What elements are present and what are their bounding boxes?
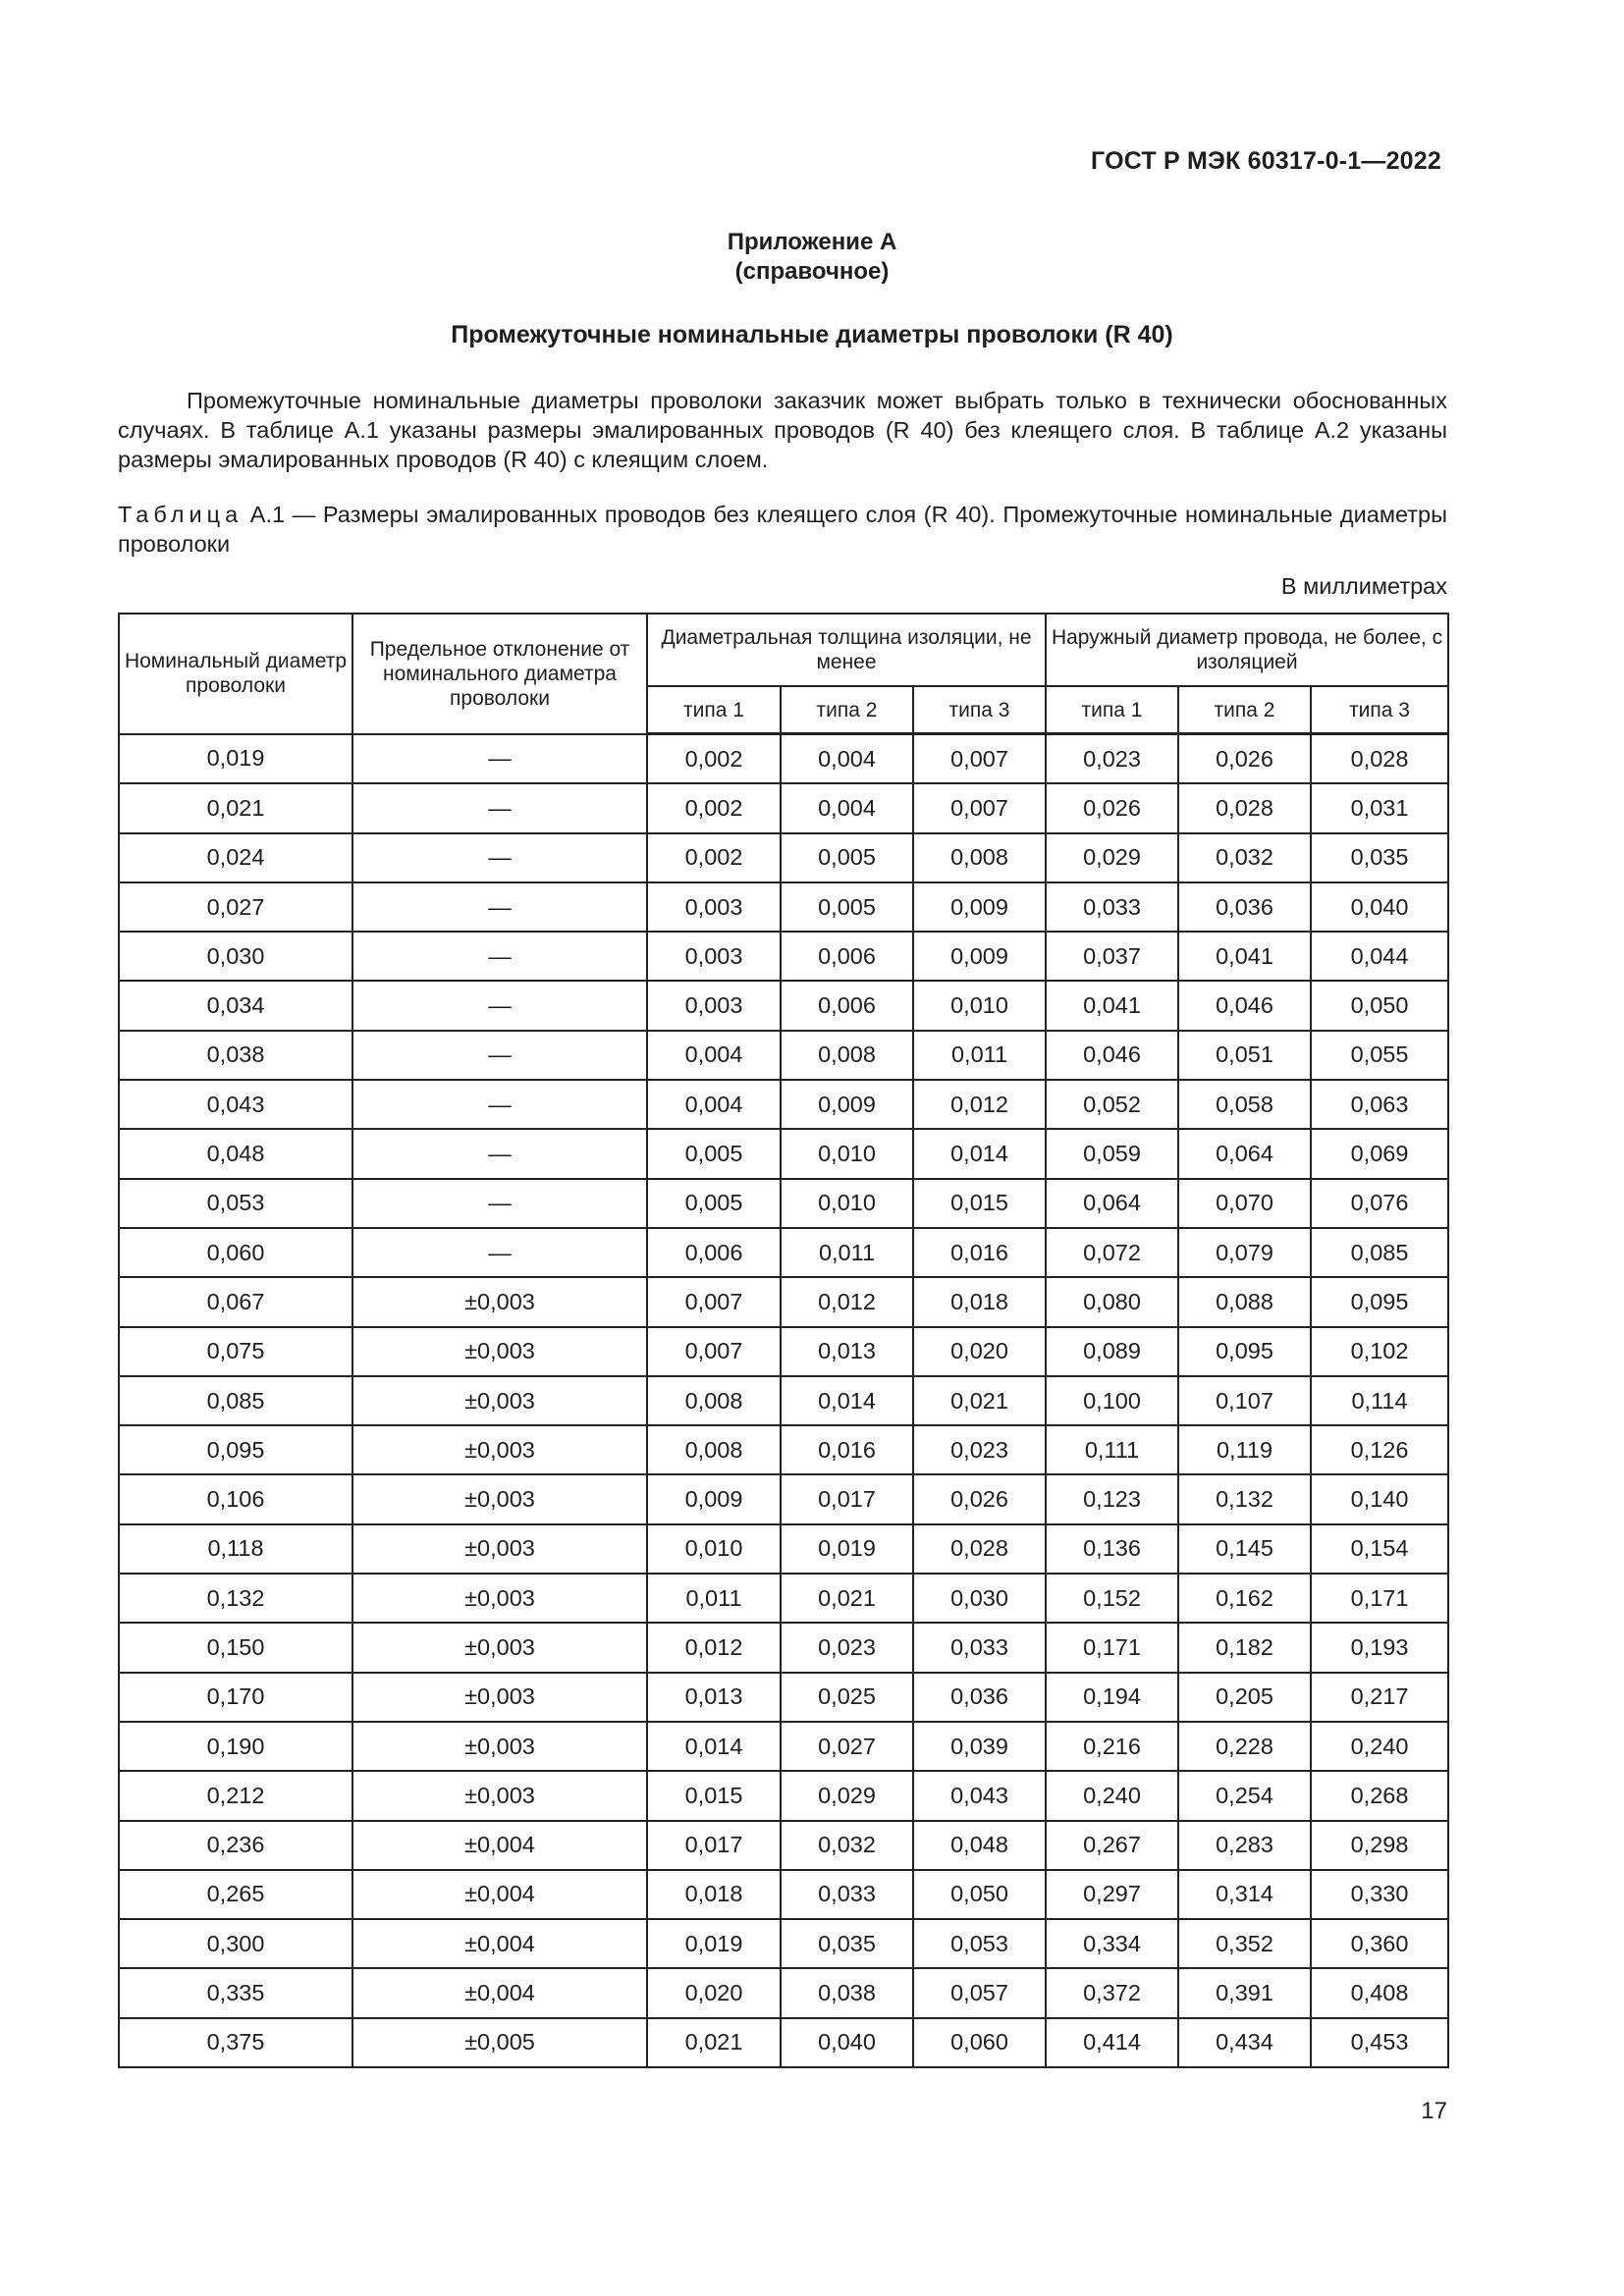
header-nominal-diameter: Номинальный диаметр проволоки xyxy=(119,614,352,734)
table-cell: ±0,004 xyxy=(352,1821,647,1870)
table-cell: 0,006 xyxy=(781,932,913,981)
table-cell: — xyxy=(352,734,647,784)
table-cell: 0,014 xyxy=(647,1722,781,1771)
table-cell: 0,330 xyxy=(1311,1870,1448,1919)
table-cell: 0,023 xyxy=(913,1425,1046,1474)
table-cell: ±0,004 xyxy=(352,1870,647,1919)
table-cell: 0,014 xyxy=(913,1129,1046,1178)
table-cell: 0,171 xyxy=(1046,1623,1178,1672)
table-cell: 0,012 xyxy=(647,1623,781,1672)
table-cell: 0,036 xyxy=(1178,882,1311,932)
table-cell: 0,018 xyxy=(647,1870,781,1919)
table-cell: — xyxy=(352,1179,647,1228)
table-row xyxy=(119,783,1448,832)
table-cell: 0,046 xyxy=(1178,981,1311,1030)
table-cell: 0,132 xyxy=(119,1574,352,1623)
table-cell: 0,033 xyxy=(1046,882,1178,932)
annex-title: Приложение А xyxy=(727,229,897,255)
table-row xyxy=(119,882,1448,932)
table-cell: 0,029 xyxy=(1046,833,1178,882)
page-number: 17 xyxy=(1421,2098,1447,2124)
table-cell: 0,036 xyxy=(913,1673,1046,1722)
table-row xyxy=(119,1228,1448,1277)
table-row xyxy=(119,1623,1448,1672)
table-row xyxy=(119,1870,1448,1919)
table-cell: 0,020 xyxy=(913,1327,1046,1376)
table-cell: 0,011 xyxy=(913,1031,1046,1080)
table-cell: ±0,003 xyxy=(352,1425,647,1474)
table-cell: 0,267 xyxy=(1046,1821,1178,1870)
table-cell: 0,053 xyxy=(913,1919,1046,1968)
table-cell: 0,016 xyxy=(913,1228,1046,1277)
table-cell: 0,017 xyxy=(647,1821,781,1870)
header-tolerance: Предельное отклонение от номинального диаметра проволоки xyxy=(352,614,647,734)
table-cell: 0,095 xyxy=(1311,1277,1448,1326)
table-cell: 0,119 xyxy=(1178,1425,1311,1474)
table-cell: 0,013 xyxy=(647,1673,781,1722)
table-row xyxy=(119,1080,1448,1129)
table-cell: 0,391 xyxy=(1178,1968,1311,2017)
header-insulation-thickness: Диаметральная толщина изоляции, не менее xyxy=(647,614,1046,686)
table-cell: 0,070 xyxy=(1178,1179,1311,1228)
table-cell: 0,028 xyxy=(913,1524,1046,1574)
intro-text: Промежуточные номинальные диаметры проволоки заказчик может выбрать только в технически обоснованных случаях. В таблице А.1 указаны размеры эмалированных проводов (R 40) без клеящего слоя. В таблице А.2 указаны размеры эмалированных проводов (R 40) с клеящим слоем. xyxy=(118,388,1447,472)
dimensions-table xyxy=(118,613,1449,2068)
table-cell: 0,011 xyxy=(781,1228,913,1277)
table-cell: 0,040 xyxy=(1311,882,1448,932)
table-row xyxy=(119,1821,1448,1870)
table-cell: ±0,003 xyxy=(352,1673,647,1722)
header-row-main xyxy=(119,614,1448,686)
table-row xyxy=(119,1919,1448,1968)
header-type: типа 2 xyxy=(1178,686,1311,734)
table-cell: 0,009 xyxy=(913,932,1046,981)
table-cell: 0,010 xyxy=(647,1524,781,1574)
table-caption-text: А.1 — Размеры эмалированных проводов без клеящего слоя (R 40). Промежуточные номинальные диаметры проволоки xyxy=(118,502,1447,557)
table-caption-word: Таблица xyxy=(118,502,244,527)
table-cell: 0,044 xyxy=(1311,932,1448,981)
table-cell: 0,024 xyxy=(119,833,352,882)
table-row xyxy=(119,1968,1448,2017)
table-cell: — xyxy=(352,1080,647,1129)
table-cell: 0,008 xyxy=(647,1425,781,1474)
table-cell: ±0,005 xyxy=(352,2018,647,2067)
table-cell: 0,372 xyxy=(1046,1968,1178,2017)
table-cell: 0,003 xyxy=(647,882,781,932)
table-row xyxy=(119,1574,1448,1623)
table-cell: 0,041 xyxy=(1046,981,1178,1030)
annex-status: (справочное) xyxy=(734,258,890,285)
header-type: типа 3 xyxy=(913,686,1046,734)
table-cell: 0,217 xyxy=(1311,1673,1448,1722)
table-cell: 0,150 xyxy=(119,1623,352,1672)
table-cell: 0,069 xyxy=(1311,1129,1448,1178)
table-cell: ±0,003 xyxy=(352,1771,647,1820)
table-cell: 0,003 xyxy=(647,932,781,981)
table-cell: 0,033 xyxy=(913,1623,1046,1672)
table-cell: 0,298 xyxy=(1311,1821,1448,1870)
table-cell: 0,010 xyxy=(781,1129,913,1178)
table-row xyxy=(119,1129,1448,1178)
table-cell: 0,013 xyxy=(781,1327,913,1376)
table-cell: 0,004 xyxy=(647,1080,781,1129)
table-cell: 0,106 xyxy=(119,1474,352,1523)
table-cell: 0,008 xyxy=(913,833,1046,882)
table-cell: 0,100 xyxy=(1046,1376,1178,1425)
table-row xyxy=(119,1425,1448,1474)
table-cell: 0,046 xyxy=(1046,1031,1178,1080)
table-cell: — xyxy=(352,1031,647,1080)
table-cell: 0,072 xyxy=(1046,1228,1178,1277)
table-cell: ±0,003 xyxy=(352,1574,647,1623)
table-cell: 0,140 xyxy=(1311,1474,1448,1523)
table-cell: 0,005 xyxy=(647,1179,781,1228)
annex-heading xyxy=(0,228,1624,287)
table-cell: 0,005 xyxy=(781,882,913,932)
table-cell: — xyxy=(352,882,647,932)
table-row xyxy=(119,1771,1448,1820)
table-cell: 0,193 xyxy=(1311,1623,1448,1672)
table-cell: 0,064 xyxy=(1178,1129,1311,1178)
table-cell: 0,123 xyxy=(1046,1474,1178,1523)
intro-paragraph xyxy=(118,386,1447,474)
table-cell: ±0,003 xyxy=(352,1376,647,1425)
table-cell: 0,162 xyxy=(1178,1574,1311,1623)
table-cell: 0,335 xyxy=(119,1968,352,2017)
table-cell: 0,015 xyxy=(913,1179,1046,1228)
document-code: ГОСТ Р МЭК 60317-0-1—2022 xyxy=(1091,147,1441,175)
table-cell: 0,025 xyxy=(781,1673,913,1722)
table-cell: 0,006 xyxy=(647,1228,781,1277)
table-cell: 0,028 xyxy=(1178,783,1311,832)
table-cell: 0,085 xyxy=(1311,1228,1448,1277)
table-cell: 0,360 xyxy=(1311,1919,1448,1968)
table-cell: 0,003 xyxy=(647,981,781,1030)
table-cell: 0,205 xyxy=(1178,1673,1311,1722)
table-cell: 0,079 xyxy=(1178,1228,1311,1277)
table-cell: 0,021 xyxy=(781,1574,913,1623)
table-cell: 0,114 xyxy=(1311,1376,1448,1425)
table-cell: 0,145 xyxy=(1178,1524,1311,1574)
table-cell: 0,008 xyxy=(647,1376,781,1425)
table-cell: 0,107 xyxy=(1178,1376,1311,1425)
table-cell: — xyxy=(352,932,647,981)
table-row xyxy=(119,1474,1448,1523)
table-cell: 0,021 xyxy=(647,2018,781,2067)
table-cell: 0,055 xyxy=(1311,1031,1448,1080)
table-cell: 0,075 xyxy=(119,1327,352,1376)
table-cell: 0,297 xyxy=(1046,1870,1178,1919)
table-cell: ±0,003 xyxy=(352,1474,647,1523)
table-cell: — xyxy=(352,783,647,832)
table-cell: 0,043 xyxy=(913,1771,1046,1820)
table-cell: 0,007 xyxy=(647,1327,781,1376)
table-cell: 0,019 xyxy=(119,734,352,784)
table-cell: 0,089 xyxy=(1046,1327,1178,1376)
table-cell: 0,052 xyxy=(1046,1080,1178,1129)
table-row xyxy=(119,1031,1448,1080)
table-cell: 0,010 xyxy=(913,981,1046,1030)
table-cell: 0,240 xyxy=(1046,1771,1178,1820)
table-cell: 0,057 xyxy=(913,1968,1046,2017)
table-row xyxy=(119,1376,1448,1425)
table-row xyxy=(119,1673,1448,1722)
header-type: типа 2 xyxy=(781,686,913,734)
table-cell: 0,088 xyxy=(1178,1277,1311,1326)
table-cell: 0,043 xyxy=(119,1080,352,1129)
table-row xyxy=(119,734,1448,784)
table-cell: 0,051 xyxy=(1178,1031,1311,1080)
table-cell: 0,375 xyxy=(119,2018,352,2067)
table-cell: 0,228 xyxy=(1178,1722,1311,1771)
table-cell: 0,035 xyxy=(781,1919,913,1968)
table-cell: 0,095 xyxy=(119,1425,352,1474)
table-cell: 0,029 xyxy=(781,1771,913,1820)
table-cell: 0,060 xyxy=(119,1228,352,1277)
table-cell: ±0,003 xyxy=(352,1623,647,1672)
table-cell: 0,004 xyxy=(781,783,913,832)
table-cell: ±0,004 xyxy=(352,1968,647,2017)
table-row xyxy=(119,1327,1448,1376)
table-cell: 0,048 xyxy=(913,1821,1046,1870)
table-cell: ±0,004 xyxy=(352,1919,647,1968)
table-cell: 0,019 xyxy=(781,1524,913,1574)
table-cell: 0,037 xyxy=(1046,932,1178,981)
table-cell: 0,008 xyxy=(781,1031,913,1080)
table-cell: 0,009 xyxy=(913,882,1046,932)
table-cell: 0,015 xyxy=(647,1771,781,1820)
table-cell: 0,076 xyxy=(1311,1179,1448,1228)
table-cell: 0,136 xyxy=(1046,1524,1178,1574)
table-cell: 0,033 xyxy=(781,1870,913,1919)
table-cell: 0,059 xyxy=(1046,1129,1178,1178)
table-cell: 0,009 xyxy=(647,1474,781,1523)
table-cell: 0,067 xyxy=(119,1277,352,1326)
table-cell: 0,050 xyxy=(913,1870,1046,1919)
table-cell: — xyxy=(352,1129,647,1178)
table-cell: 0,194 xyxy=(1046,1673,1178,1722)
table-cell: 0,216 xyxy=(1046,1722,1178,1771)
table-cell: 0,152 xyxy=(1046,1574,1178,1623)
table-cell: ±0,003 xyxy=(352,1722,647,1771)
table-cell: 0,023 xyxy=(781,1623,913,1672)
table-cell: 0,060 xyxy=(913,2018,1046,2067)
table-cell: 0,023 xyxy=(1046,734,1178,784)
table-row xyxy=(119,1722,1448,1771)
table-cell: 0,030 xyxy=(913,1574,1046,1623)
table-cell: 0,453 xyxy=(1311,2018,1448,2067)
table-cell: 0,171 xyxy=(1311,1574,1448,1623)
table-cell: 0,011 xyxy=(647,1574,781,1623)
table-cell: 0,030 xyxy=(119,932,352,981)
table-row xyxy=(119,1179,1448,1228)
table-cell: — xyxy=(352,1228,647,1277)
section-title: Промежуточные номинальные диаметры проволоки (R 40) xyxy=(451,321,1173,348)
table-cell: 0,408 xyxy=(1311,1968,1448,2017)
table-cell: 0,334 xyxy=(1046,1919,1178,1968)
table-cell: 0,048 xyxy=(119,1129,352,1178)
table-cell: 0,012 xyxy=(781,1277,913,1326)
table-cell: 0,002 xyxy=(647,783,781,832)
table-cell: 0,002 xyxy=(647,833,781,882)
table-cell: 0,240 xyxy=(1311,1722,1448,1771)
table-cell: ±0,003 xyxy=(352,1524,647,1574)
table-cell: 0,154 xyxy=(1311,1524,1448,1574)
table-cell: 0,032 xyxy=(1178,833,1311,882)
table-cell: 0,300 xyxy=(119,1919,352,1968)
table-cell: 0,118 xyxy=(119,1524,352,1574)
table-cell: — xyxy=(352,981,647,1030)
header-type: типа 1 xyxy=(647,686,781,734)
table-cell: 0,038 xyxy=(781,1968,913,2017)
table-cell: 0,414 xyxy=(1046,2018,1178,2067)
table-cell: 0,050 xyxy=(1311,981,1448,1030)
table-cell: 0,080 xyxy=(1046,1277,1178,1326)
table-cell: 0,132 xyxy=(1178,1474,1311,1523)
table-row xyxy=(119,833,1448,882)
table-cell: 0,254 xyxy=(1178,1771,1311,1820)
table-cell: 0,063 xyxy=(1311,1080,1448,1129)
table-cell: 0,026 xyxy=(1046,783,1178,832)
table-body xyxy=(119,734,1448,2068)
table-cell: ±0,003 xyxy=(352,1327,647,1376)
header-type: типа 3 xyxy=(1311,686,1448,734)
table-cell: 0,236 xyxy=(119,1821,352,1870)
table-cell: 0,027 xyxy=(119,882,352,932)
table-row xyxy=(119,1277,1448,1326)
table-cell: 0,190 xyxy=(119,1722,352,1771)
table-cell: 0,265 xyxy=(119,1870,352,1919)
table-cell: 0,014 xyxy=(781,1376,913,1425)
table-row xyxy=(119,932,1448,981)
table-cell: 0,314 xyxy=(1178,1870,1311,1919)
table-cell: 0,095 xyxy=(1178,1327,1311,1376)
table-cell: 0,007 xyxy=(913,783,1046,832)
table-cell: 0,016 xyxy=(781,1425,913,1474)
table-cell: 0,007 xyxy=(647,1277,781,1326)
table-cell: 0,170 xyxy=(119,1673,352,1722)
table-cell: 0,058 xyxy=(1178,1080,1311,1129)
table-cell: 0,268 xyxy=(1311,1771,1448,1820)
table-cell: ±0,003 xyxy=(352,1277,647,1326)
table-cell: 0,111 xyxy=(1046,1425,1178,1474)
table-caption xyxy=(118,500,1447,559)
table-cell: 0,018 xyxy=(913,1277,1046,1326)
table-cell: 0,002 xyxy=(647,734,781,784)
table-cell: 0,009 xyxy=(781,1080,913,1129)
table-cell: 0,212 xyxy=(119,1771,352,1820)
table-cell: 0,041 xyxy=(1178,932,1311,981)
table-cell: 0,021 xyxy=(119,783,352,832)
table-cell: 0,020 xyxy=(647,1968,781,2017)
table-cell: 0,434 xyxy=(1178,2018,1311,2067)
table-cell: 0,126 xyxy=(1311,1425,1448,1474)
table-cell: 0,035 xyxy=(1311,833,1448,882)
table-cell: 0,017 xyxy=(781,1474,913,1523)
header-type: типа 1 xyxy=(1046,686,1178,734)
table-cell: 0,102 xyxy=(1311,1327,1448,1376)
table-cell: 0,004 xyxy=(647,1031,781,1080)
table-cell: 0,005 xyxy=(781,833,913,882)
table-cell: 0,040 xyxy=(781,2018,913,2067)
table-cell: 0,027 xyxy=(781,1722,913,1771)
table-cell: 0,026 xyxy=(1178,734,1311,784)
table-cell: 0,283 xyxy=(1178,1821,1311,1870)
table-cell: 0,039 xyxy=(913,1722,1046,1771)
units-label: В миллиметрах xyxy=(1280,573,1447,599)
table-cell: 0,012 xyxy=(913,1080,1046,1129)
table-cell: 0,028 xyxy=(1311,734,1448,784)
table-cell: 0,038 xyxy=(119,1031,352,1080)
table-cell: 0,034 xyxy=(119,981,352,1030)
table-cell: 0,004 xyxy=(781,734,913,784)
table-cell: 0,010 xyxy=(781,1179,913,1228)
table-cell: 0,085 xyxy=(119,1376,352,1425)
table-cell: 0,007 xyxy=(913,734,1046,784)
table-cell: 0,019 xyxy=(647,1919,781,1968)
table-cell: 0,053 xyxy=(119,1179,352,1228)
table-cell: 0,031 xyxy=(1311,783,1448,832)
table-row xyxy=(119,2018,1448,2067)
table-cell: 0,026 xyxy=(913,1474,1046,1523)
table-cell: 0,064 xyxy=(1046,1179,1178,1228)
table-cell: 0,182 xyxy=(1178,1623,1311,1672)
table-cell: — xyxy=(352,833,647,882)
table-cell: 0,032 xyxy=(781,1821,913,1870)
table-row xyxy=(119,981,1448,1030)
table-cell: 0,352 xyxy=(1178,1919,1311,1968)
table-cell: 0,006 xyxy=(781,981,913,1030)
header-outer-diameter: Наружный диаметр провода, не более, с изоляцией xyxy=(1046,614,1448,686)
table-row xyxy=(119,1524,1448,1574)
table-cell: 0,021 xyxy=(913,1376,1046,1425)
table-cell: 0,005 xyxy=(647,1129,781,1178)
